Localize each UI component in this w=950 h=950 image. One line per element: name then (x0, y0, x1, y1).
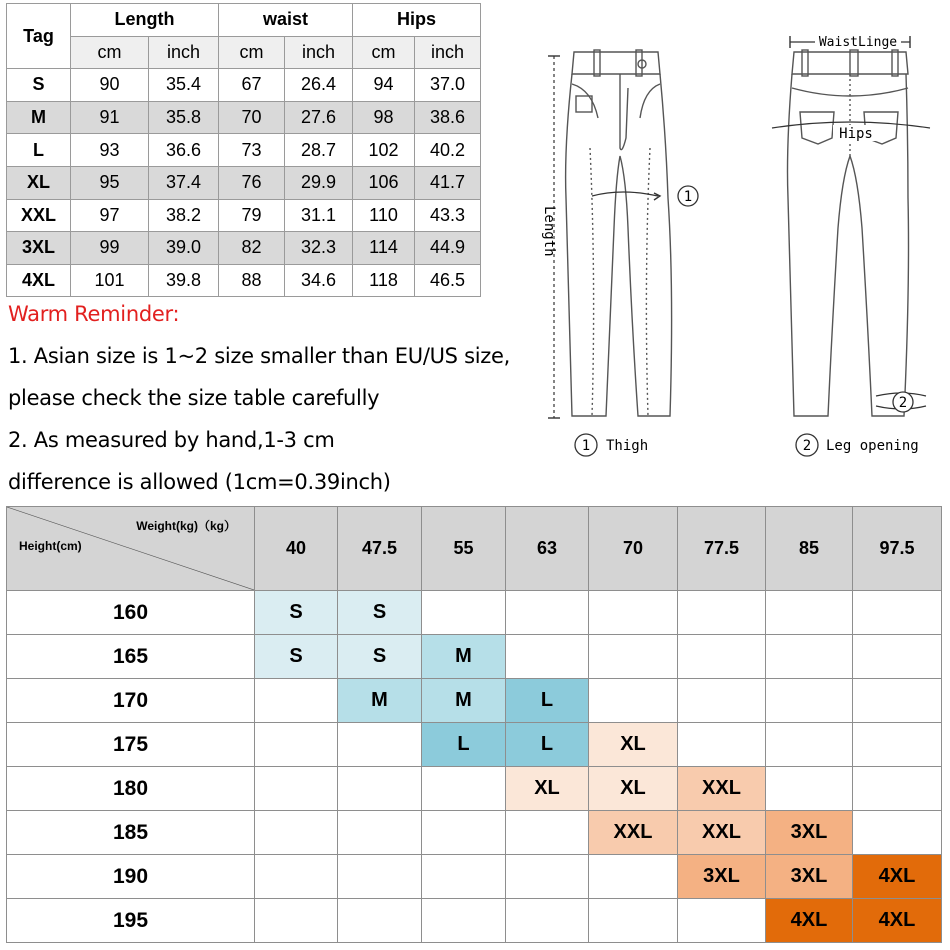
length-header: Length (71, 4, 219, 37)
size-table-units-row (7, 36, 481, 69)
size-recommendation-cell: 4XL (766, 899, 853, 943)
size-value-cell: 114 (353, 232, 415, 265)
size-recommendation-cell: XL (506, 767, 589, 811)
size-recommendation-cell: 3XL (766, 811, 853, 855)
size-value-cell: 29.9 (285, 166, 353, 199)
empty-cell (338, 855, 422, 899)
legend-1-number: 1 (581, 438, 591, 454)
height-cell: 185 (7, 811, 255, 855)
weight-header-cell: 55 (422, 507, 506, 591)
empty-cell (506, 855, 589, 899)
empty-cell (338, 723, 422, 767)
reminder-line: 1. Asian size is 1~2 size smaller than EU/US size, (8, 344, 510, 368)
size-recommendation-cell: S (338, 591, 422, 635)
weight-header-cell: 40 (255, 507, 338, 591)
size-value-cell: 38.6 (415, 101, 481, 134)
empty-cell (422, 811, 506, 855)
legend-thigh-label: Thigh (606, 438, 649, 454)
empty-cell (338, 899, 422, 943)
empty-cell (255, 811, 338, 855)
size-value-cell: 99 (71, 232, 149, 265)
size-value-cell: 46.5 (415, 264, 481, 297)
empty-cell (766, 679, 853, 723)
size-value-cell: 34.6 (285, 264, 353, 297)
unit-cell: cm (71, 36, 149, 69)
size-value-cell: 27.6 (285, 101, 353, 134)
empty-cell (255, 679, 338, 723)
size-value-cell: 98 (353, 101, 415, 134)
size-value-cell: 95 (71, 166, 149, 199)
front-pants-drawing (548, 50, 672, 418)
empty-cell (255, 899, 338, 943)
size-tag-cell: 4XL (7, 264, 71, 297)
height-row (7, 767, 942, 811)
empty-cell (506, 591, 589, 635)
empty-cell (422, 855, 506, 899)
size-recommendation-cell: 4XL (853, 899, 942, 943)
size-value-cell: 118 (353, 264, 415, 297)
empty-cell (853, 811, 942, 855)
size-table-header-row (7, 4, 481, 37)
waist-header: waist (219, 4, 353, 37)
weight-header-row (7, 507, 942, 591)
empty-cell (853, 591, 942, 635)
height-row (7, 635, 942, 679)
size-value-cell: 106 (353, 166, 415, 199)
height-cell: 170 (7, 679, 255, 723)
size-value-cell: 88 (219, 264, 285, 297)
size-value-cell: 40.2 (415, 134, 481, 167)
size-value-cell: 93 (71, 134, 149, 167)
size-recommendation-cell: M (422, 635, 506, 679)
size-tag-cell: XXL (7, 199, 71, 232)
height-cell: 190 (7, 855, 255, 899)
size-recommendation-cell: XXL (678, 811, 766, 855)
height-row (7, 811, 942, 855)
size-value-cell: 28.7 (285, 134, 353, 167)
size-recommendation-cell: XXL (589, 811, 678, 855)
size-value-cell: 44.9 (415, 232, 481, 265)
size-recommendation-cell: L (506, 723, 589, 767)
size-recommendation-cell: 3XL (766, 855, 853, 899)
weight-header-cell: 47.5 (338, 507, 422, 591)
size-value-cell: 76 (219, 166, 285, 199)
legend-leg-opening-label: Leg opening (826, 438, 919, 454)
empty-cell (589, 899, 678, 943)
empty-cell (766, 767, 853, 811)
empty-cell (678, 635, 766, 679)
size-recommendation-cell: XL (589, 767, 678, 811)
empty-cell (422, 899, 506, 943)
reminder-title: Warm Reminder: (8, 302, 180, 326)
size-row (7, 69, 481, 102)
reminder-line: 2. As measured by hand,1-3 cm (8, 428, 335, 452)
height-cell: 195 (7, 899, 255, 943)
size-value-cell: 38.2 (149, 199, 219, 232)
size-row (7, 134, 481, 167)
size-value-cell: 67 (219, 69, 285, 102)
reminder-line: difference is allowed (1cm=0.39inch) (8, 470, 391, 494)
empty-cell (678, 899, 766, 943)
empty-cell (589, 591, 678, 635)
size-recommendation-cell: S (255, 635, 338, 679)
weight-header-cell: 63 (506, 507, 589, 591)
hips-label: Hips (839, 126, 873, 142)
height-row (7, 679, 942, 723)
size-value-cell: 90 (71, 69, 149, 102)
size-recommendation-cell: L (506, 679, 589, 723)
empty-cell (506, 811, 589, 855)
size-value-cell: 110 (353, 199, 415, 232)
height-row (7, 855, 942, 899)
size-recommendation-cell: 3XL (678, 855, 766, 899)
weight-header-cell: 85 (766, 507, 853, 591)
size-row (7, 199, 481, 232)
pants-measurement-diagram (540, 28, 945, 468)
size-value-cell: 37.0 (415, 69, 481, 102)
waist-label: WaistLinge (818, 35, 898, 50)
size-row (7, 232, 481, 265)
empty-cell (853, 679, 942, 723)
empty-cell (255, 767, 338, 811)
length-label: Length (541, 206, 557, 257)
height-cell: 180 (7, 767, 255, 811)
empty-cell (678, 591, 766, 635)
empty-cell (506, 635, 589, 679)
tag-header: Tag (7, 4, 71, 69)
unit-cell: cm (219, 36, 285, 69)
empty-cell (853, 723, 942, 767)
reminder-line: please check the size table carefully (8, 386, 380, 410)
size-value-cell: 26.4 (285, 69, 353, 102)
size-value-cell: 97 (71, 199, 149, 232)
weight-header-cell: 77.5 (678, 507, 766, 591)
legend-2-number: 2 (802, 438, 812, 454)
size-value-cell: 79 (219, 199, 285, 232)
height-row (7, 591, 942, 635)
size-tag-cell: 3XL (7, 232, 71, 265)
empty-cell (853, 767, 942, 811)
size-row (7, 101, 481, 134)
size-value-cell: 37.4 (149, 166, 219, 199)
size-tag-cell: XL (7, 166, 71, 199)
back-pants-drawing (772, 36, 930, 416)
size-tag-cell: L (7, 134, 71, 167)
corner-header-cell (7, 507, 255, 591)
size-value-cell: 43.3 (415, 199, 481, 232)
size-recommendation-cell: M (422, 679, 506, 723)
size-recommendation-cell: S (338, 635, 422, 679)
unit-cell: inch (285, 36, 353, 69)
size-value-cell: 35.4 (149, 69, 219, 102)
height-row (7, 899, 942, 943)
size-recommendation-cell: XL (589, 723, 678, 767)
size-row (7, 166, 481, 199)
empty-cell (422, 767, 506, 811)
weight-header-cell: 70 (589, 507, 678, 591)
size-table (6, 3, 481, 297)
size-value-cell: 36.6 (149, 134, 219, 167)
size-value-cell: 39.0 (149, 232, 219, 265)
size-value-cell: 91 (71, 101, 149, 134)
empty-cell (678, 723, 766, 767)
height-cell: 160 (7, 591, 255, 635)
corner-height-label: Height(cm) (19, 539, 82, 553)
size-value-cell: 73 (219, 134, 285, 167)
empty-cell (766, 635, 853, 679)
size-value-cell: 35.8 (149, 101, 219, 134)
weight-header-cell: 97.5 (853, 507, 942, 591)
empty-cell (506, 899, 589, 943)
hips-header: Hips (353, 4, 481, 37)
size-recommendation-cell: S (255, 591, 338, 635)
size-recommendation-cell: L (422, 723, 506, 767)
thigh-marker-number: 1 (683, 189, 693, 205)
empty-cell (422, 591, 506, 635)
size-value-cell: 101 (71, 264, 149, 297)
empty-cell (589, 635, 678, 679)
height-row (7, 723, 942, 767)
size-value-cell: 32.3 (285, 232, 353, 265)
size-recommendation-cell: 4XL (853, 855, 942, 899)
size-tag-cell: S (7, 69, 71, 102)
corner-weight-label: Weight(kg)（kg） (136, 519, 236, 533)
size-value-cell: 39.8 (149, 264, 219, 297)
leg-opening-marker-number: 2 (898, 395, 908, 411)
size-recommendation-cell: M (338, 679, 422, 723)
unit-cell: inch (415, 36, 481, 69)
height-cell: 165 (7, 635, 255, 679)
size-value-cell: 94 (353, 69, 415, 102)
height-cell: 175 (7, 723, 255, 767)
size-value-cell: 102 (353, 134, 415, 167)
empty-cell (853, 635, 942, 679)
size-value-cell: 82 (219, 232, 285, 265)
empty-cell (589, 855, 678, 899)
unit-cell: cm (353, 36, 415, 69)
size-value-cell: 31.1 (285, 199, 353, 232)
height-weight-size-chart (6, 506, 942, 943)
size-recommendation-cell: XXL (678, 767, 766, 811)
empty-cell (338, 767, 422, 811)
size-value-cell: 41.7 (415, 166, 481, 199)
size-value-cell: 70 (219, 101, 285, 134)
size-tag-cell: M (7, 101, 71, 134)
empty-cell (766, 723, 853, 767)
empty-cell (338, 811, 422, 855)
empty-cell (589, 679, 678, 723)
empty-cell (766, 591, 853, 635)
empty-cell (255, 723, 338, 767)
unit-cell: inch (149, 36, 219, 69)
size-row (7, 264, 481, 297)
empty-cell (678, 679, 766, 723)
empty-cell (255, 855, 338, 899)
